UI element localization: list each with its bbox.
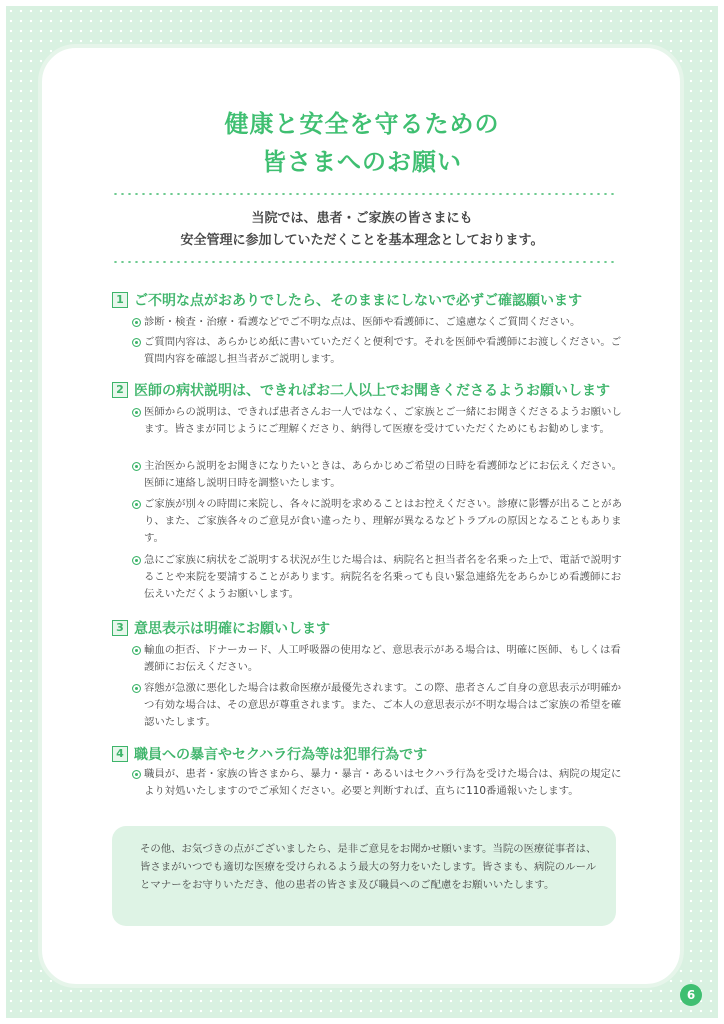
section-1-heading (112, 290, 582, 310)
list-item: ご質問内容は、あらかじめ紙に書いていただくと便利です。それを医師や看護師にお渡しください。ご質問内容を確認し担当者がご説明します。 (132, 334, 622, 368)
page-number: 6 (680, 984, 702, 1006)
bullet-icon (132, 462, 141, 471)
section-title: 医師の病状説明は、できればお二人以上でお聞きくださるようお願いします (134, 383, 610, 399)
section-3-heading (112, 618, 330, 638)
list-item: 輸血の拒否、ドナーカード、人工呼吸器の使用など、意思表示がある場合は、明確に医師、もしくは看護師にお伝えください。 (132, 642, 622, 676)
bullet-icon (132, 500, 141, 509)
list-item: 主治医から説明をお聞きになりたいときは、あらかじめご希望の日時を看護師などにお伝えください。医師に連絡し説明日時を調整いたします。 (132, 458, 622, 492)
list-item: 医師からの説明は、できれば患者さんお一人ではなく、ご家族とご一緒にお聞きくださるようお願いします。皆さまが同じようにご理解くださり、納得して医療を受けていただくためにもお勧めします。 (132, 404, 622, 438)
section-title: ご不明な点がおありでしたら、そのままにしないで必ずご確認願います (134, 293, 582, 309)
dotted-divider (112, 192, 614, 196)
bullet-icon (132, 646, 141, 655)
page-title-line2: 皆さまへのお願い (262, 148, 462, 176)
list-item: ご家族が別々の時間に来院し、各々に説明を求めることはお控えください。診療に影響が出ることがあり、また、ご家族各々のご意見が食い違ったり、理解が異なるなどトラブルの原因となることもあります。 (132, 496, 622, 547)
section-4-heading (112, 744, 427, 764)
list-item: 急にご家族に病状をご説明する状況が生じた場合は、病院名と担当者名を名乗った上で、電話で説明することや来院を要請することがあります。病院名を名乗っても良い緊急連絡先をあらかじめ看護師にお伝えいただくようお願いします。 (132, 552, 622, 603)
dotted-divider (112, 260, 614, 264)
list-item: 容態が急激に悪化した場合は救命医療が最優先されます。この際、患者さんご自身の意思表示が明確かつ有効な場合は、その意思が尊重されます。また、ご本人の意思表示が不明な場合はご家族の希望を確認いたします。 (132, 680, 622, 731)
page-title-line1: 健康と安全を守るための (224, 110, 500, 138)
list-item: 職員が、患者・家族の皆さまから、暴力・暴言・あるいはセクハラ行為を受けた場合は、病院の規定により対処いたしますのでご承知ください。必要と判断すれば、直ちに110番通報いたします。 (132, 766, 622, 800)
bullet-icon (132, 338, 141, 347)
bullet-icon (132, 770, 141, 779)
bullet-icon (132, 318, 141, 327)
bullet-icon (132, 556, 141, 565)
intro-line1: 当院では、患者・ご家族の皆さまにも (251, 211, 473, 226)
closing-note-text: その他、お気づきの点がございましたら、是非ご意見をお聞かせ願います。当院の医療従事者は、皆さまがいつでも適切な医療を受けられるよう最大の努力をいたします。皆さまも、病院のルールとマナーをお守りいただき、他の患者の皆さま及び職員へのご配慮をお願いいたします。 (140, 843, 597, 891)
section-number: 4 (112, 746, 128, 762)
section-number: 1 (112, 292, 128, 308)
section-number: 2 (112, 382, 128, 398)
bullet-icon (132, 408, 141, 417)
closing-note (112, 826, 616, 926)
section-title: 意思表示は明確にお願いします (134, 621, 330, 637)
bullet-icon (132, 684, 141, 693)
section-number: 3 (112, 620, 128, 636)
section-title: 職員への暴言やセクハラ行為等は犯罪行為です (134, 747, 428, 763)
section-2-heading (112, 380, 610, 400)
intro-line2: 安全管理に参加していただくことを基本理念としております。 (180, 233, 544, 248)
list-item: 診断・検査・治療・看護などでご不明な点は、医師や看護師に、ご遠慮なくご質問ください。 (132, 314, 622, 331)
